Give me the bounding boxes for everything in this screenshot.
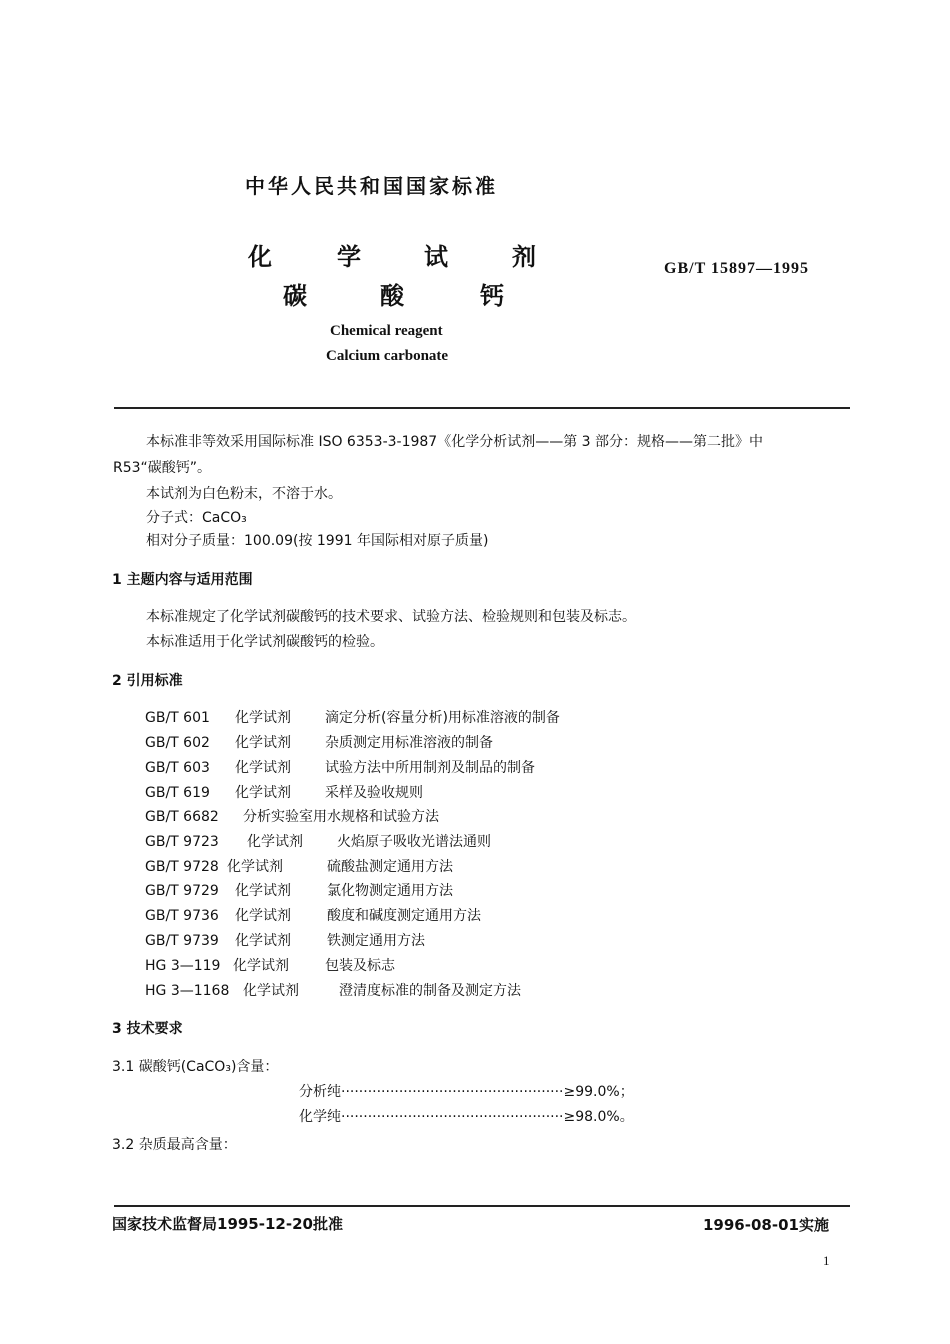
section-heading: 1 主题内容与适用范围 bbox=[112, 572, 253, 588]
reference-title: 火焰原子吸收光谱法通则 bbox=[337, 834, 491, 850]
reference-title: 氯化物测定通用方法 bbox=[327, 883, 453, 899]
section-paragraph: 本标准适用于化学试剂碳酸钙的检验。 bbox=[146, 634, 384, 650]
reference-category: 化学试剂 bbox=[235, 883, 291, 899]
reference-item bbox=[145, 831, 491, 851]
reference-title: 酸度和碱度测定通用方法 bbox=[327, 908, 481, 924]
clause-3-2: 3.2 杂质最高含量： bbox=[112, 1137, 237, 1153]
title-char: 剂 bbox=[512, 243, 536, 271]
reference-category: 化学试剂 bbox=[235, 710, 291, 726]
effective-date: 1996-08-01实施 bbox=[703, 1216, 829, 1234]
molecular-formula: 分子式：CaCO₃ bbox=[146, 510, 247, 526]
reference-title: 分析实验室用水规格和试验方法 bbox=[243, 809, 439, 825]
reference-title: 杂质测定用标准溶液的制备 bbox=[325, 735, 493, 751]
title-char: 试 bbox=[424, 243, 448, 271]
clause-3-1: 3.1 碳酸钙(CaCO₃)含量： bbox=[112, 1059, 279, 1075]
reference-title: 试验方法中所用制剂及制品的制备 bbox=[325, 760, 535, 776]
reference-code: HG 3—1168 bbox=[145, 983, 230, 999]
reference-item bbox=[145, 905, 481, 925]
reference-category: 化学试剂 bbox=[235, 735, 291, 751]
national-standard-heading: 中华人民共和国国家标准 bbox=[245, 174, 498, 198]
spec-analytical-grade: 分析纯··················································≥99.0%； bbox=[299, 1084, 634, 1100]
reference-code: GB/T 6682 bbox=[145, 809, 219, 825]
reference-title: 澄清度标准的制备及测定方法 bbox=[339, 983, 521, 999]
title-char: 钙 bbox=[480, 282, 504, 310]
reference-title: 硫酸盐测定通用方法 bbox=[327, 859, 453, 875]
reference-category: 化学试剂 bbox=[233, 958, 289, 974]
reference-item bbox=[145, 880, 453, 900]
reference-item bbox=[145, 980, 521, 1000]
reference-code: GB/T 9739 bbox=[145, 933, 219, 949]
reference-code: GB/T 602 bbox=[145, 735, 210, 751]
intro-line: R53“碳酸钙”。 bbox=[113, 460, 212, 476]
reference-item bbox=[145, 955, 395, 975]
title-char: 酸 bbox=[380, 282, 404, 310]
standard-number: GB/T 15897—1995 bbox=[664, 260, 809, 277]
reference-category: 化学试剂 bbox=[235, 785, 291, 801]
reference-code: GB/T 601 bbox=[145, 710, 210, 726]
header-rule bbox=[114, 407, 850, 409]
molecular-mass: 相对分子质量：100.09(按 1991 年国际相对原子质量) bbox=[146, 533, 489, 549]
title-char: 化 bbox=[248, 243, 272, 271]
reference-title: 包装及标志 bbox=[325, 958, 395, 974]
section-paragraph: 本标准规定了化学试剂碳酸钙的技术要求、试验方法、检验规则和包装及标志。 bbox=[146, 609, 636, 625]
reference-category: 化学试剂 bbox=[243, 983, 299, 999]
reference-item bbox=[145, 707, 560, 727]
english-title: Chemical reagent bbox=[330, 323, 443, 339]
reference-code: GB/T 9723 bbox=[145, 834, 219, 850]
reference-code: GB/T 619 bbox=[145, 785, 210, 801]
reference-code: GB/T 9728 bbox=[145, 859, 219, 875]
reference-category: 化学试剂 bbox=[235, 933, 291, 949]
reference-code: GB/T 9736 bbox=[145, 908, 219, 924]
reference-category: 化学试剂 bbox=[227, 859, 283, 875]
reference-item bbox=[145, 856, 453, 876]
reference-title: 滴定分析(容量分析)用标准溶液的制备 bbox=[325, 710, 560, 726]
reference-item bbox=[145, 757, 535, 777]
reference-category: 化学试剂 bbox=[235, 908, 291, 924]
approval-date: 国家技术监督局1995-12-20批准 bbox=[112, 1215, 343, 1233]
section-heading: 2 引用标准 bbox=[112, 673, 183, 689]
footer-rule bbox=[114, 1205, 850, 1207]
reference-item bbox=[145, 732, 493, 752]
reference-code: GB/T 9729 bbox=[145, 883, 219, 899]
reference-code: GB/T 603 bbox=[145, 760, 210, 776]
page-number: 1 bbox=[823, 1253, 830, 1268]
reference-category: 化学试剂 bbox=[247, 834, 303, 850]
reference-item bbox=[145, 782, 423, 802]
reference-title: 采样及验收规则 bbox=[325, 785, 423, 801]
title-char: 碳 bbox=[283, 282, 307, 310]
reference-item bbox=[145, 806, 439, 826]
spec-chemical-grade: 化学纯··················································≥98.0%。 bbox=[299, 1109, 634, 1125]
reference-category: 化学试剂 bbox=[235, 760, 291, 776]
section-heading: 3 技术要求 bbox=[112, 1021, 183, 1037]
intro-line: 本标准非等效采用国际标准 ISO 6353-3-1987《化学分析试剂——第 3 部分：规格——第二批》中 bbox=[146, 434, 764, 450]
reference-code: HG 3—119 bbox=[145, 958, 221, 974]
intro-line: 本试剂为白色粉末，不溶于水。 bbox=[146, 486, 342, 502]
reference-title: 铁测定通用方法 bbox=[327, 933, 425, 949]
title-char: 学 bbox=[337, 243, 361, 271]
reference-item bbox=[145, 930, 425, 950]
english-subtitle: Calcium carbonate bbox=[326, 348, 449, 364]
